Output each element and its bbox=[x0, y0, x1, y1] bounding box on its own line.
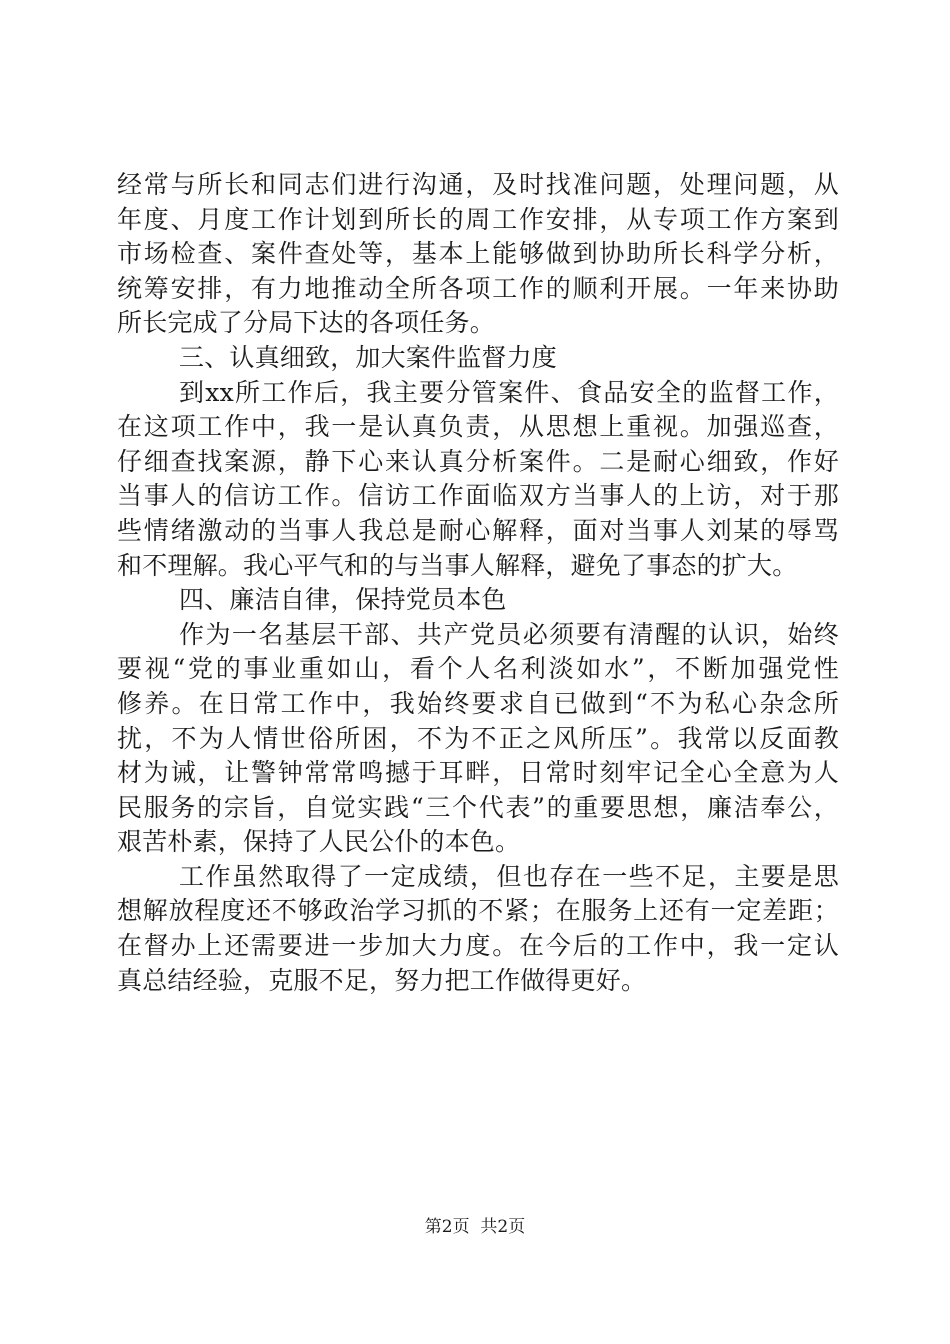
text-line: 到xx所工作后，我主要分管案件、食品安全的监督工作， bbox=[179, 377, 839, 407]
text-line: 扰，不为人情世俗所困，不为不正之风所压”。我常以反面教 bbox=[117, 723, 839, 753]
document-body bbox=[117, 168, 839, 998]
text-line: 在这项工作中，我一是认真负责，从思想上重视。加强巡查， bbox=[117, 412, 839, 442]
text-line: 真总结经验，克服不足，努力把工作做得更好。 bbox=[117, 965, 647, 995]
text-line: 要视“党的事业重如山，看个人名利淡如水”，不断加强党性 bbox=[117, 654, 839, 684]
text-line: 统筹安排，有力地推动全所各项工作的顺利开展。一年来协助 bbox=[117, 273, 839, 303]
paragraph-1 bbox=[117, 168, 839, 341]
paragraph-3 bbox=[117, 618, 839, 860]
text-line: 作为一名基层干部、共产党员必须要有清醒的认识，始终 bbox=[179, 619, 839, 649]
text-line: 些情绪激动的当事人我总是耐心解释，面对当事人刘某的辱骂 bbox=[117, 515, 839, 545]
text-line: 民服务的宗旨，自觉实践“三个代表”的重要思想，廉洁奉公， bbox=[117, 792, 839, 822]
text-line: 经常与所长和同志们进行沟通，及时找准问题，处理问题，从 bbox=[117, 170, 839, 199]
text-line: 工作虽然取得了一定成绩，但也存在一些不足，主要是思 bbox=[179, 861, 839, 891]
text-line: 和不理解。我心平气和的与当事人解释，避免了事态的扩大。 bbox=[117, 550, 798, 580]
text-line: 市场检查、案件查处等，基本上能够做到协助所长科学分析， bbox=[117, 239, 839, 269]
section-heading-3: 三、认真细致，加大案件监督力度 bbox=[179, 342, 558, 372]
text-line: 想解放程度还不够政治学习抓的不紧；在服务上还有一定差距； bbox=[117, 896, 839, 926]
paragraph-2 bbox=[117, 376, 839, 584]
section-heading-4: 四、廉洁自律，保持党员本色 bbox=[179, 585, 507, 615]
text-line: 所长完成了分局下达的各项任务。 bbox=[117, 308, 496, 338]
text-line: 年度、月度工作计划到所长的周工作安排，从专项工作方案到 bbox=[117, 204, 839, 234]
page-number-footer: 第2页 共2页 bbox=[424, 1217, 526, 1237]
text-line: 仔细查找案源，静下心来认真分析案件。二是耐心细致，作好 bbox=[117, 446, 839, 476]
text-line: 艰苦朴素，保持了人民公仆的本色。 bbox=[117, 827, 521, 857]
text-line: 在督办上还需要进一步加大力度。在今后的工作中，我一定认 bbox=[117, 931, 839, 961]
paragraph-4 bbox=[117, 860, 839, 998]
text-line: 材为诫，让警钟常常鸣撼于耳畔，日常时刻牢记全心全意为人 bbox=[117, 758, 839, 788]
text-line: 当事人的信访工作。信访工作面临双方当事人的上访，对于那 bbox=[117, 481, 839, 511]
text-line: 修养。在日常工作中，我始终要求自已做到“不为私心杂念所 bbox=[117, 688, 839, 718]
